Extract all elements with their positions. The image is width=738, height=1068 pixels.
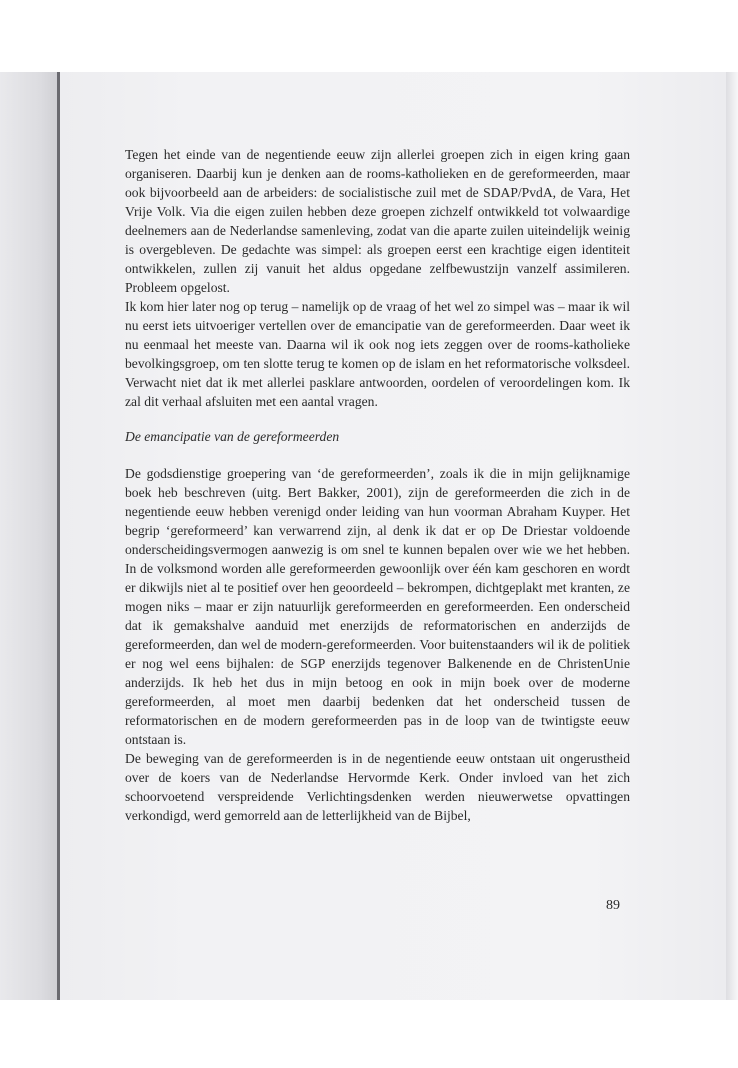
section-heading: De emancipatie van de gereformeerden [125,429,340,444]
paragraph-section-1: De godsdienstige groepering van ‘de gereformeerden’, zoals ik die in mijn gelijknamige boek heb beschreven (uitg. Bert Bakker, 2001), zijn de gereformeerden die zich in de negentiende eeuw hebben verenigd onder leiding van hun voorman Abraham Kuyper. Het begrip ‘gereformeerd’ kan verwarrend zijn, al denk ik dat er op De Driestar voldoende onderscheidingsvermogen aanwezig is om snel te kunnen bepalen over wie we het hebben. In de volksmond worden alle gereformeerden gewoonlijk over één kam geschoren en wordt er dikwijls niet al te positief over hen geoordeeld – bekrompen, dichtgeplakt met kranten, ze mogen niks – maar er zijn natuurlijk gereformeerden en gereformeerden. Een onderscheid dat ik gemakshalve aanduid met enerzijds de reformatorischen en anderzijds de gereformeerden, dan wel de modern-gereformeerden. Voor buitenstaanders wil ik de politiek er nog wel eens bijhalen: de SGP enerzijds tegenover Balkenende en de ChristenUnie anderzijds. Ik heb het dus in mijn betoog en ook in mijn boek over de moderne gereformeerden, al moet men daarbij bedenken dat het onderscheid tussen de reformatorischen en de modern gereformeerden pas in de loop van de twintigste eeuw ontstaan is. [125,466,630,747]
scan-background-left [0,72,58,1000]
paragraph-intro-2: Ik kom hier later nog op terug – namelijk op de vraag of het wel zo simpel was – maar ik wil nu eerst iets uitvoeriger vertellen over de emancipatie van de gereformeerden. Daar weet ik nu eenmaal het meeste van. Daarna wil ik ook nog iets zeggen over de rooms-katholieke bevolkingsgroep, om ten slotte terug te komen op de islam en het reformatorische volksdeel. Verwacht niet dat ik met allerlei pasklare antwoorden, oordelen of veroordelingen kom. Ik zal dit verhaal afsluiten met een aantal vragen. [125,299,630,409]
paragraph-intro-1: Tegen het einde van de negentiende eeuw zijn allerlei groepen zich in eigen kring gaan organiseren. Daarbij kun je denken aan de rooms-katholieken en de gereformeerden, maar ook bijvoorbeeld aan de arbeiders: de socialistische zuil met de SDAP/PvdA, de Vara, Het Vrije Volk. Via die eigen zuilen hebben deze groepen zichzelf ontwikkeld tot volwaardige deelnemers aan de Nederlandse samenleving, zodat van die aparte zuilen uiteindelijk weinig is overgebleven. De gedachte was simpel: als groepen eerst een krachtige eigen identiteit ontwikkelen, zullen zij vanuit het aldus opgedane zelfbewustzijn vanzelf assimileren. Probleem opgelost. [125,147,630,295]
page-number: 89 [606,898,620,913]
paragraph-section-2: De beweging van de gereformeerden is in de negentiende eeuw ontstaan uit ongerustheid over de koers van de Nederlandse Hervormde Kerk. Onder invloed van het zich schoorvoetend verspreidende Verlichtingsdenken werden nieuwerwetse opvattingen verkondigd, werd gemorreld aan de letterlijkheid van de Bijbel, [125,751,630,823]
page-text [125,145,630,825]
page-edge-right [726,72,738,1000]
